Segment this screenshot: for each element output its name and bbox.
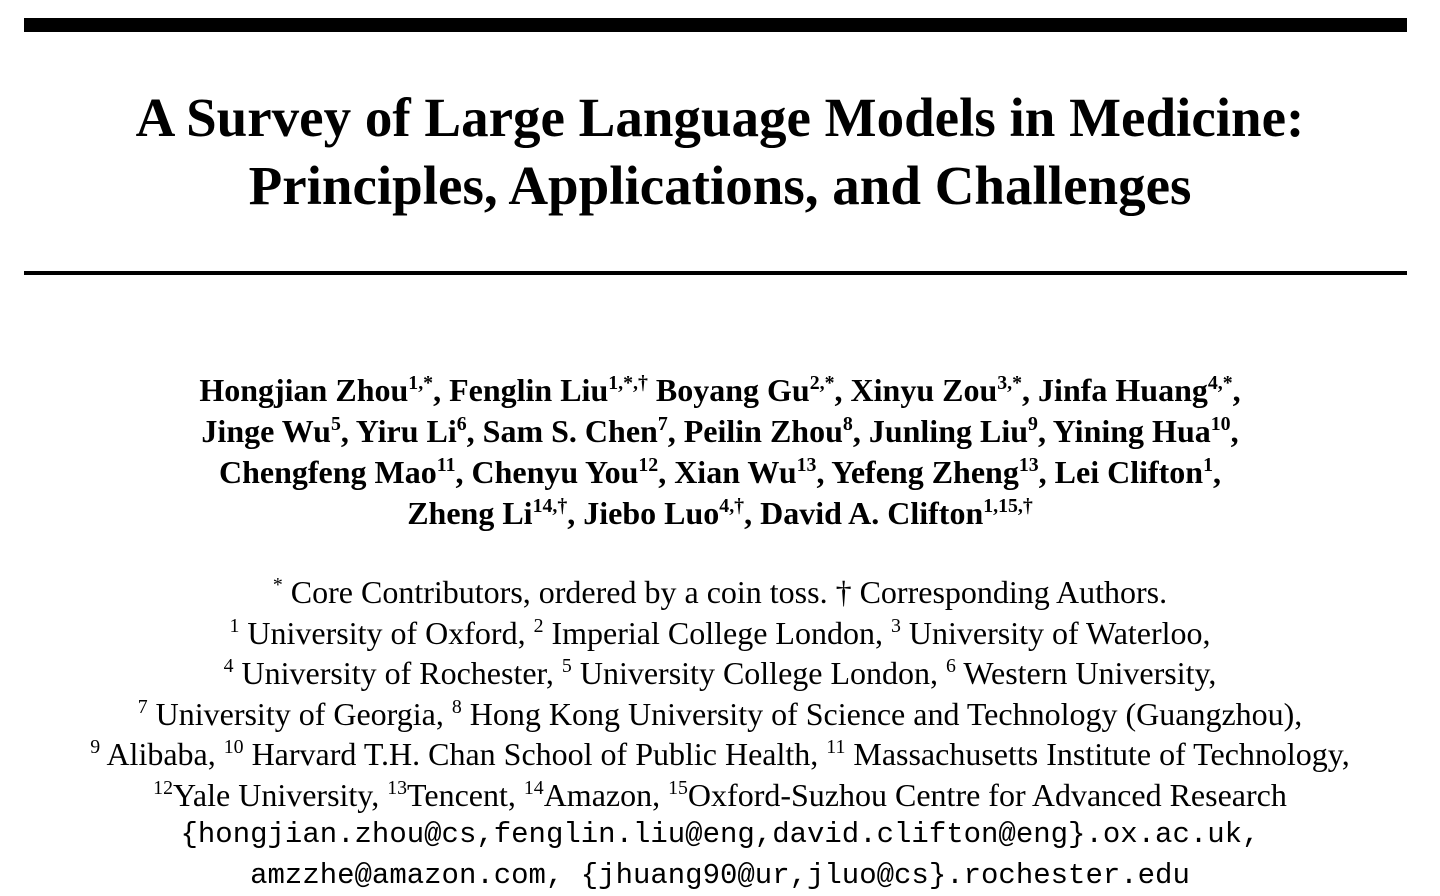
author xyxy=(483,413,684,449)
affil-number: 11 xyxy=(826,736,846,759)
author xyxy=(684,413,869,449)
affiliation-line xyxy=(0,734,1440,775)
affil-name: Yale University, xyxy=(173,776,380,813)
author-name: Chengfeng Mao xyxy=(218,454,437,490)
title-line: A Survey of Large Language Models in Medicine: xyxy=(135,87,1305,148)
author-name: Yefeng Zheng xyxy=(831,454,1019,490)
title-rule xyxy=(24,271,1407,275)
affil-name: University of Rochester, xyxy=(233,655,554,691)
author xyxy=(199,372,449,408)
author xyxy=(1053,413,1239,449)
affiliation xyxy=(90,736,215,772)
author-separator: , xyxy=(1230,413,1239,449)
affil-name: Tencent, xyxy=(407,776,516,813)
author xyxy=(851,372,1039,408)
author-affil-mark: 1 xyxy=(1203,454,1214,477)
affil-name: Oxford-Suzhou Centre for Advanced Research xyxy=(687,776,1287,813)
author-affil-mark: 4,† xyxy=(719,495,745,518)
author-name: Yiru Li xyxy=(355,413,457,449)
affil-number: 6 xyxy=(946,655,956,678)
author-affil-mark: 12 xyxy=(638,454,659,477)
author-affil-mark: 1,15,† xyxy=(983,495,1033,518)
author-affil-mark: 14,† xyxy=(532,495,568,518)
author-name: Xinyu Zou xyxy=(850,372,998,408)
affil-name: Harvard T.H. Chan School of Public Health, xyxy=(243,736,819,772)
author-affil-mark: 9 xyxy=(1028,413,1038,436)
author-separator: , xyxy=(567,495,584,531)
author-separator: , xyxy=(1037,413,1053,449)
author-separator: , xyxy=(816,454,832,490)
author-separator: , xyxy=(744,495,761,531)
author-separator: , xyxy=(834,372,851,408)
affil-name: Alibaba, xyxy=(100,736,216,772)
affiliation-block xyxy=(0,572,1440,896)
affiliation-line xyxy=(0,613,1440,654)
top-rule xyxy=(24,18,1407,32)
author-name: Zheng Li xyxy=(407,495,533,531)
author-name: Fenglin Liu xyxy=(449,372,609,408)
email-line: {hongjian.zhou@cs,fenglin.liu@eng,david.clifton@eng}.ox.ac.uk, xyxy=(180,818,1260,851)
author xyxy=(219,454,472,490)
affil-name: University College London, xyxy=(571,655,939,691)
author xyxy=(674,454,831,490)
author-separator: , xyxy=(852,413,869,449)
author-affil-mark: 7 xyxy=(657,413,668,436)
affiliation xyxy=(826,736,1349,772)
affil-number: 9 xyxy=(90,736,101,759)
affil-number: 4 xyxy=(223,655,234,678)
author xyxy=(760,495,1033,531)
affiliation xyxy=(224,655,554,691)
author-affil-mark: 1,* xyxy=(408,372,434,395)
author-name: Junling Liu xyxy=(868,413,1029,449)
author-name: Peilin Zhou xyxy=(683,413,843,449)
author-affil-mark: 13 xyxy=(796,454,817,477)
affiliation xyxy=(153,777,379,813)
affiliation xyxy=(229,615,525,651)
affiliation-line xyxy=(0,775,1440,816)
author xyxy=(356,413,483,449)
author-name: Jinge Wu xyxy=(201,413,331,449)
affil-number: 12 xyxy=(153,776,173,799)
affil-number: 1 xyxy=(229,614,240,637)
email-line: amzzhe@amazon.com, {jhuang90@ur,jluo@cs}.rochester.edu xyxy=(250,858,1190,892)
author-name: Sam S. Chen xyxy=(482,413,658,449)
affil-number: 8 xyxy=(451,695,462,718)
author-separator: , xyxy=(1022,372,1039,408)
author-line xyxy=(0,493,1440,534)
author-line xyxy=(0,411,1440,452)
author-affil-mark: 8 xyxy=(842,413,853,436)
author-affil-mark: 11 xyxy=(436,454,456,477)
author-affil-mark: 1,*,† xyxy=(608,372,648,395)
affil-name: Imperial College London, xyxy=(543,614,883,651)
affil-name: University of Georgia, xyxy=(147,695,444,732)
affiliation xyxy=(534,615,883,651)
author xyxy=(583,495,760,531)
affil-number: 3 xyxy=(890,614,901,637)
author-name: Xian Wu xyxy=(674,454,797,490)
author xyxy=(201,413,355,449)
author-separator: , xyxy=(1232,372,1241,408)
author xyxy=(449,372,656,408)
author xyxy=(471,454,674,490)
affiliation xyxy=(891,615,1211,651)
affil-number: 7 xyxy=(137,695,148,718)
affil-number: 13 xyxy=(387,776,408,799)
affiliation xyxy=(524,777,660,813)
affiliation xyxy=(946,655,1216,691)
affil-number: 2 xyxy=(533,614,544,637)
author-separator: , xyxy=(466,413,483,449)
affil-number: 5 xyxy=(561,655,572,678)
contrib-mark: * xyxy=(272,574,283,597)
author-name: Chenyu You xyxy=(471,454,639,490)
author-affil-mark: 3,* xyxy=(997,372,1023,395)
affiliation xyxy=(224,736,819,772)
author xyxy=(1038,372,1241,408)
author-name: David A. Clifton xyxy=(760,495,984,531)
author-line xyxy=(0,370,1440,411)
author xyxy=(1055,454,1221,490)
author xyxy=(869,413,1053,449)
author-separator: , xyxy=(433,372,450,408)
author-name: Jinfa Huang xyxy=(1038,372,1208,408)
author xyxy=(656,372,851,408)
author-separator xyxy=(648,372,656,408)
affiliation xyxy=(562,655,938,691)
author-separator: , xyxy=(1213,454,1222,490)
affiliation-line xyxy=(0,694,1440,735)
affiliation xyxy=(668,777,1287,813)
paper-title xyxy=(0,84,1440,220)
affil-name: University of Oxford, xyxy=(239,614,526,651)
affil-name: Amazon, xyxy=(543,776,661,813)
author-affil-mark: 4,* xyxy=(1207,372,1233,395)
affiliation-line xyxy=(0,653,1440,694)
author-separator: , xyxy=(667,413,684,449)
author-name: Yining Hua xyxy=(1052,413,1211,449)
author-affil-mark: 5 xyxy=(330,413,341,436)
author xyxy=(407,495,583,531)
author-affil-mark: 2,* xyxy=(809,372,835,395)
author-affil-mark: 13 xyxy=(1018,454,1039,477)
author-list xyxy=(0,370,1440,534)
author-affil-mark: 6 xyxy=(456,413,467,436)
contributor-note xyxy=(0,572,1440,613)
affil-number: 14 xyxy=(523,776,544,799)
author-separator: , xyxy=(455,454,472,490)
author-line xyxy=(0,452,1440,493)
affil-name: Hong Kong University of Science and Technology (Guangzhou), xyxy=(461,695,1303,732)
author-name: Jiebo Luo xyxy=(583,495,720,531)
author-separator: , xyxy=(658,454,675,490)
contrib-text: Core Contributors, ordered by a coin toss. † Corresponding Authors. xyxy=(282,574,1168,610)
author-separator: , xyxy=(1038,454,1055,490)
author-affil-mark: 10 xyxy=(1210,413,1231,436)
affil-name: Massachusetts Institute of Technology, xyxy=(845,736,1350,772)
author xyxy=(831,454,1054,490)
affiliation xyxy=(452,696,1302,732)
author-name: Hongjian Zhou xyxy=(199,372,409,408)
author-name: Boyang Gu xyxy=(655,372,810,408)
affil-number: 15 xyxy=(668,776,688,799)
title-line: Principles, Applications, and Challenges xyxy=(248,155,1192,216)
affiliation xyxy=(387,777,516,813)
author-name: Lei Clifton xyxy=(1054,454,1204,490)
author-separator: , xyxy=(340,413,356,449)
affil-name: Western University, xyxy=(955,655,1217,691)
affil-number: 10 xyxy=(223,736,244,759)
affil-name: University of Waterloo, xyxy=(900,614,1211,651)
affiliation xyxy=(138,696,444,732)
